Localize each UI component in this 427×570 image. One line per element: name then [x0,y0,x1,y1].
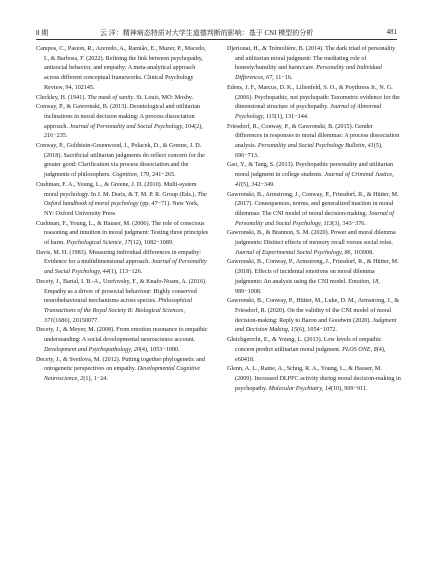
reference-list-left [36,45,210,385]
reference-item: Decety, J., & Meyer, M. (2008). From emotion resonance to empathic understanding: A social developmental neuroscience account. Development and Psychopathology, 20(4), 1053−1080. [36,327,208,353]
reference-item: Conway, P., & Gawronski, B. (2013). Deontological and utilitarian inclinations in moral decision making: A process dissociation approach. Journal of Personality and Social Psychology, 104(2), 216−235. [36,104,203,140]
reference-item: Decety, J., Bartal, I. B.-A., Uzefovsky, F., & Knafo-Noam, A. (2016). Empathy as a driver of prosocial behaviour: Highly conserved neurobehavioural mechanisms across species. Philosophical Transactions of the Royal Society B: Biological Sciences, 371(1686), 20150077. [36,278,207,324]
issue-number: 8 期 [36,29,49,37]
reference-item: Decety, J., & Svetlova, M. (2012). Putting together phylogenetic and ontogenetic perspectives on empathy. Developmental Cognitive Neuroscience, 2(1), 1−24. [36,356,205,382]
running-header [36,28,397,39]
reference-item: Gawronski, B., & Brannon, S. M. (2020). Power and moral dilemma judgments: Distinct effects of memory recall versus social roles. Journal of Experimental Social Psychology, 86, 103908. [227,230,396,256]
reference-item: Campos, C., Pasion, R., Azeredo, A., Ramião, E., Mazer, P., Macedo, I., & Barbosa, F. (2022). Refining the link between psychopathy, antisocial behavior, and empathy: A meta-analytical approach across different conceptual frameworks. Clinical Psychology Review, 94, 102145. [36,46,206,91]
reference-item: Cleckley, H. (1941). The mask of sanity. St. Louis, MO: Mosby. [36,94,193,101]
reference-item: Cushman, F. A., Young, L., & Greene, J. D. (2010). Multi-system moral psychology. In J. M. Doris, & T. M. P. R. Group (Eds.), The Oxford handbook of moral psychology (pp. 47−71). New York, NY: Oxford University Press [36,181,207,217]
reference-item: Davis, M. H. (1983). Measuring individual differences in empathy: Evidence for a multidimensional approach. Journal of Personality and Social Psychology, 44(1), 113−126. [36,249,207,276]
reference-item: Glenn, A. L., Raine, A., Schug, R. A., Young, L., & Hauser, M. (2009). Increased DLPFC activity during moral decision-making in psychopathy. Molecular Psychiatry, 14(10), 909−911. [227,366,401,392]
reference-item: Djeriouat, H., & Trémolière, B. (2014). The dark triad of personality and utilitarian moral judgment: The mediating role of honesty/humility and harm/care. Personality and Individual Differences, 67, 11−16. [227,46,396,82]
reference-item: Gleichgerrcht, E., & Young, L. (2013). Low levels of empathic concern predict utilitarian moral judgment. PLOS ONE, 8(4), e60418. [227,337,386,363]
reference-item: Friesdorf, R., Conway, P., & Gawronski, B. (2015). Gender differences in responses to moral dilemmas: A process dissociation analysis. Personality and Social Psychology Bulletin, 41(5), 696−713. [227,123,400,159]
reference-item: Edens, J. F., Marcus, D. K., Lilienfeld, S. O., & Poythress Jr., N. G. (2006). Psychopathic, not psychopath: Taxometric evidence for the dimensional structure of psychopathy. Journal of Abnormal Psychology, 115(1), 131−144. [227,84,400,120]
reference-item: Gawronski, B., Conway, P., Armstrong, J., Friesdorf, R., & Hütter, M. (2018). Effects of incidental emotions on moral dilemma judgments: An analysis using the CNI model. Emotion, 18, 989−1008. [227,259,399,295]
reference-item: Cushman, F., Young, L., & Hauser, M. (2006). The role of conscious reasoning and intuition in moral judgment: Testing three principles of harm. Psychological Science, 17(12), 1082−1089. [36,220,209,247]
reference-item: Conway, P., Goldstein-Greenwood, J., Polacek, D., & Greene, J. D. (2018). Sacrificial utilitarian judgments do reflect concern for the greater good: Clarification via process dissociation and the judgments of philosophers. Cognition, 179, 241−265. [36,143,205,179]
page-number: 481 [386,28,397,36]
reference-item: Gawronski, B., Conway, P., Hütter, M., Luke, D. M., Armstrong, J., & Friesdorf, R. (2020). On the validity of the CNI model of moral decision-making: Reply to Baron and Goodwin (2020). Judgment and Decision Making, 15(6), 1054−1072. [227,298,400,334]
running-title: 云 洋：精神病态特质对大学生道德判断的影响：基于 CNI 模型的分析 [100,29,314,37]
header-rule [36,39,397,40]
reference-list-right [227,45,401,394]
reference-item: Gao, Y., & Tang, S. (2013). Psychopathic personality and utilitarian moral judgment in college students. Journal of Criminal Justice, 41(5), 342−349. [227,162,394,188]
reference-item: Gawronski, B., Armstrong, J., Conway, P., Friesdorf, R., & Hütter, M. (2017). Consequences, norms, and generalized inaction in moral dilemmas: The CNI model of moral decision-making. Journal of Personality and Social Psychology, 113(3), 343−376. [227,191,399,227]
